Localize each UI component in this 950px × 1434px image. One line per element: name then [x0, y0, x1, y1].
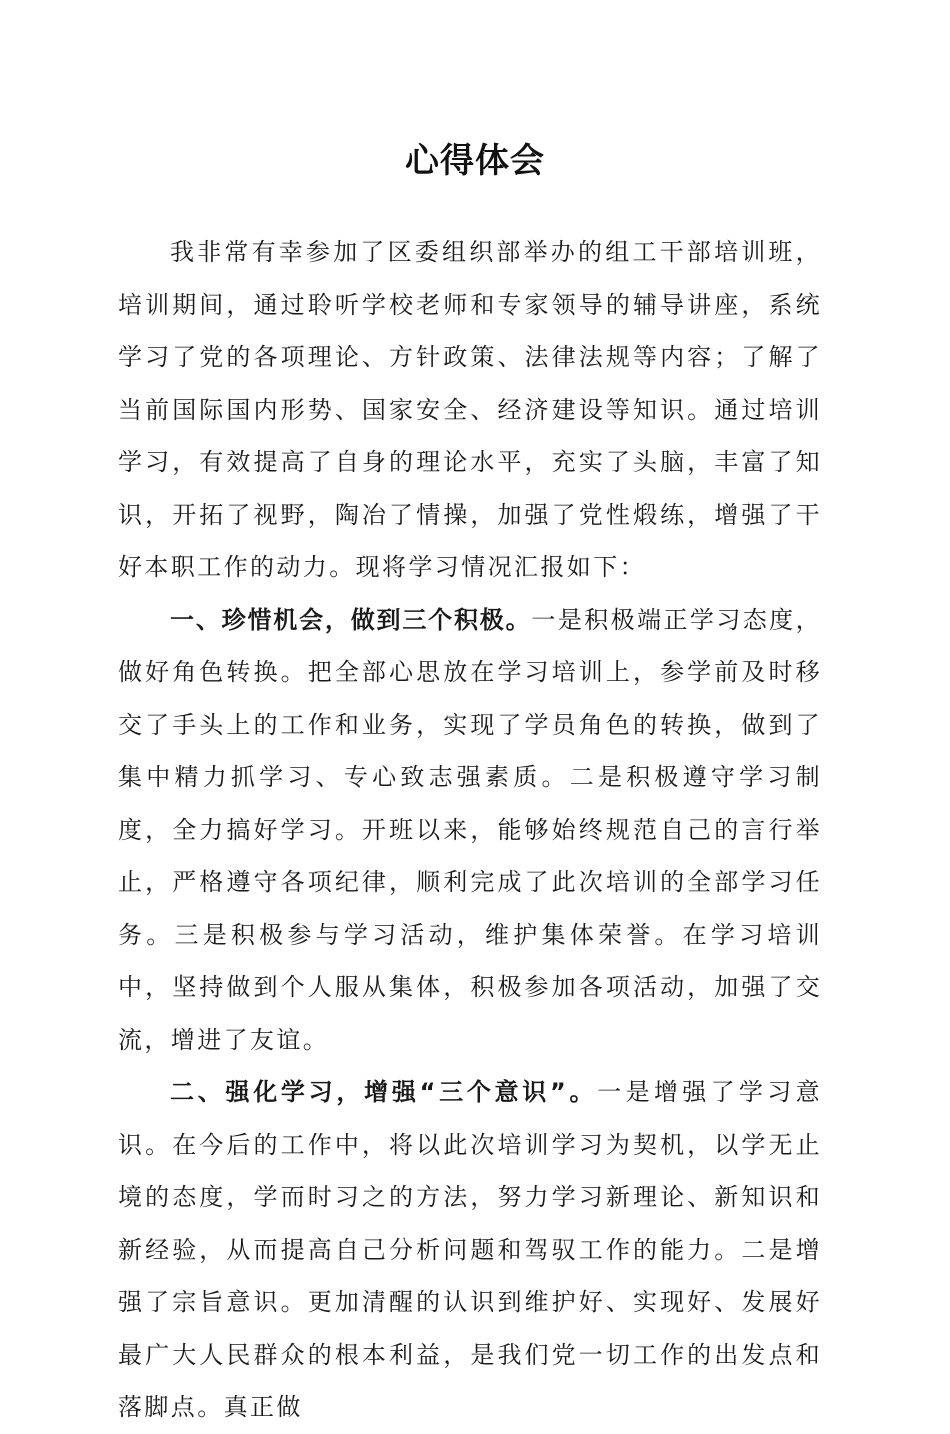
paragraph-text: 一是增强了学习意识。在今后的工作中，将以此次培训学习为契机，以学无止境的态度，学而时习之的方法，努力学习新理论、新知识和新经验，从而提高自己分析问题和驾驭工作的能力。二是增强了宗旨意识。更加清醒的认识到维护好、实现好、发展好最广大人民群众的根本利益，是我们党一切工作的出发点和落脚点。真正做	[118, 1078, 822, 1421]
document-body	[118, 226, 822, 1434]
paragraph-section-2	[118, 1066, 822, 1434]
document-title: 心得体会	[405, 141, 545, 181]
paragraph-section-1	[118, 594, 822, 1067]
paragraph-text: 一是积极端正学习态度，做好角色转换。把全部心思放在学习培训上，参学前及时移交了手头上的工作和业务，实现了学员角色的转换，做到了集中精力抓学习、专心致志强素质。二是积极遵守学习制度，全力搞好学习。开班以来，能够始终规范自己的言行举止，严格遵守各项纪律，顺利完成了此次培训的全部学习任务。三是积极参与学习活动，维护集体荣誉。在学习培训中，坚持做到个人服从集体，积极参加各项活动，加强了交流，增进了友谊。	[118, 605, 822, 1054]
paragraph-intro	[118, 226, 822, 594]
section-heading: 二、强化学习，增强“三个意识”。	[170, 1078, 598, 1106]
section-heading: 一、珍惜机会，做到三个积极。	[170, 605, 532, 634]
paragraph-text: 我非常有幸参加了区委组织部举办的组工干部培训班，培训期间，通过聆听学校老师和专家领导的辅导讲座，系统学习了党的各项理论、方针政策、法律法规等内容；了解了当前国际国内形势、国家安全、经济建设等知识。通过培训学习，有效提高了自身的理论水平，充实了头脑，丰富了知识，开拓了视野，陶冶了情操，加强了党性煅练，增强了干好本职工作的动力。现将学习情况汇报如下：	[118, 238, 822, 581]
